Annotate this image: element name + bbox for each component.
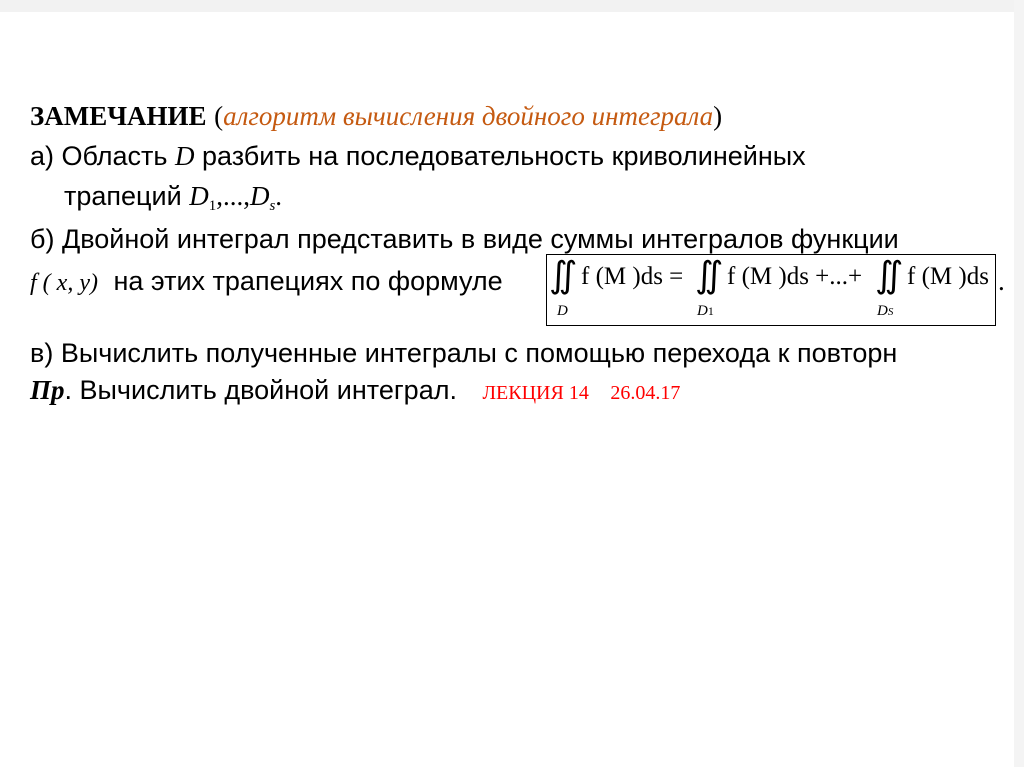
right-border bbox=[1014, 0, 1024, 767]
formula-end-period: . bbox=[998, 266, 1005, 296]
step-b-line2 bbox=[30, 265, 503, 299]
formula-term2: f (M )ds +...+ bbox=[727, 263, 863, 290]
example-label: Пр bbox=[30, 375, 65, 405]
ellipsis: ,..., bbox=[216, 181, 250, 211]
func-fxy: f ( x, y) bbox=[30, 270, 98, 296]
step-c-line: в) Вычислить полученные интегралы с помощью перехода к повторн bbox=[30, 338, 898, 368]
double-integral-icon: ∬ bbox=[695, 255, 724, 295]
formula-term1: f (M )ds = bbox=[581, 263, 684, 290]
step-a-suffix: разбить на последовательность криволинейных bbox=[202, 141, 806, 171]
example-text: . Вычислить двойной интеграл. bbox=[64, 375, 457, 405]
remark-title: ЗАМЕЧАНИЕ bbox=[30, 101, 207, 131]
double-integral-icon: ∬ bbox=[549, 255, 578, 295]
d1: $D_1$ bbox=[189, 181, 217, 214]
period: . bbox=[275, 181, 283, 211]
ds: $D_s$ bbox=[249, 181, 276, 214]
step-b-line1: б) Двойной интеграл представить в виде суммы интегралов функции bbox=[30, 224, 899, 254]
limit-d: D bbox=[557, 303, 568, 319]
step-a-line2 bbox=[64, 180, 282, 212]
formula-term3: f (M )ds bbox=[907, 263, 989, 290]
close-paren: ) bbox=[713, 101, 723, 131]
formula-box bbox=[546, 254, 996, 326]
remark-heading bbox=[30, 100, 722, 132]
lecture-date: 26.04.17 bbox=[610, 382, 681, 404]
lecture-label: ЛЕКЦИЯ 14 bbox=[482, 382, 589, 404]
step-b-formula-text: на этих трапециях по формуле bbox=[113, 266, 503, 296]
var-d: D bbox=[174, 141, 195, 171]
open-paren: ( bbox=[214, 101, 224, 131]
limit-d1: D1 bbox=[697, 303, 714, 319]
limit-ds: DS bbox=[877, 303, 894, 319]
remark-subtitle: алгоритм вычисления двойного интеграла bbox=[223, 101, 714, 131]
top-border bbox=[0, 0, 1024, 12]
step-a-prefix: а) Область bbox=[30, 141, 168, 171]
example-line bbox=[30, 374, 680, 409]
step-a-line1 bbox=[30, 140, 806, 172]
double-integral-icon: ∬ bbox=[875, 255, 904, 295]
step-a-trapezoids: трапеций bbox=[64, 181, 182, 211]
